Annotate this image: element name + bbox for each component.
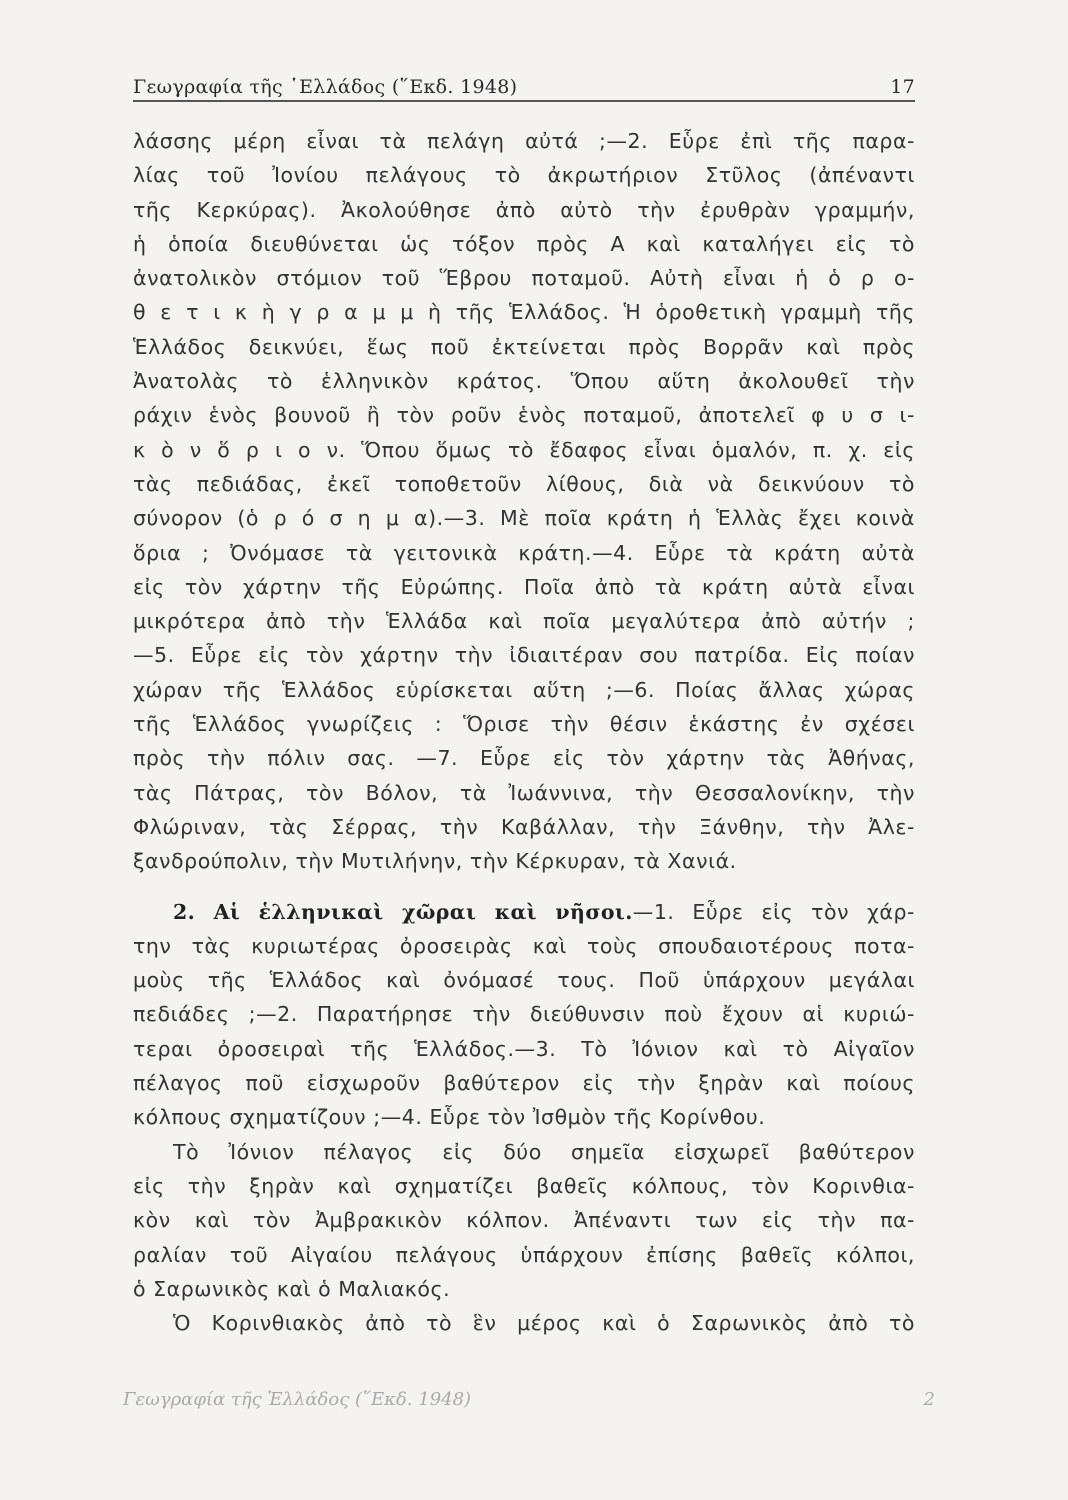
text-line: κ ὸ ν ὅ ρ ι ο ν. Ὅπου ὅμως τὸ ἔδαφος εἶναι ὁμαλόν, π. χ. εἰς [133,437,915,462]
header-rule [133,100,915,102]
text-line: την τὰς κυριωτέρας ὀροσειρὰς καὶ τοὺς σπουδαιοτέρους ποτα- [133,933,915,958]
text-line: ὁ Σαρωνικὸς καὶ ὁ Μαλιακός. [133,1276,451,1301]
text-line: ἀνατολικὸν στόμιον τοῦ Ἕβρου ποταμοῦ. Αὐτὴ εἶναι ἡ ὁ ρ ο- [133,266,915,291]
text-line: τῆς Ἑλλάδος γνωρίζεις : Ὅρισε τὴν θέσιν ἑκάστης ἐν σχέσει [133,712,915,737]
section-heading-line [133,895,915,929]
text-line: Φλώριναν, τὰς Σέρρας, τὴν Καβάλλαν, τὴν Ξάνθην, τὴν Ἀλε- [133,814,915,839]
text-line: Ὁ Κορινθιακὸς ἀπὸ τὸ ἓν μέρος καὶ ὁ Σαρωνικὸς ἀπὸ τὸ [173,1311,915,1336]
section-first-line-rest: —1. Εὗρε εἰς τὸν χάρ- [632,899,915,924]
running-title: Γεωγραφία τῆς ῾Ελλάδος (῞Εκδ. 1948) [133,76,518,98]
text-line: ραλίαν τοῦ Αἰγαίου πελάγους ὑπάρχουν ἐπίσης βαθεῖς κόλποι, [133,1242,915,1267]
text-line: ὅρια ; Ὀνόμασε τὰ γειτονικὰ κράτη.—4. Εὗρε τὰ κράτη αὐτὰ [133,540,915,565]
text-line: ξανδρούπολιν, τὴν Μυτιλήνην, τὴν Κέρκυραν, τὰ Χανιά. [133,849,737,874]
text-line: Τὸ Ἰόνιον πέλαγος εἰς δύο σημεῖα εἰσχωρεῖ βαθύτερον [173,1139,915,1164]
text-line: πέλαγος ποῦ εἰσχωροῦν βαθύτερον εἰς τὴν ξηρὰν καὶ ποίους [133,1071,915,1096]
text-line: τῆς Κερκύρας). Ἀκολούθησε ἀπὸ αὐτὸ τὴν ἐρυθρὰν γραμμήν, [133,197,915,222]
printer-footer [123,1380,935,1410]
text-line: Ἀνατολὰς τὸ ἑλληνικὸν κράτος. Ὅπου αὕτη ἀκολουθεῖ τὴν [133,369,915,394]
text-line: εἰς τὸν χάρτην τῆς Εὐρώπης. Ποῖα ἀπὸ τὰ κράτη αὐτὰ εἶναι [133,574,915,599]
text-line: σύνορον (ὁ ρ ό σ η μ α).—3. Μὲ ποῖα κράτη ἡ Ἑλλὰς ἔχει κοινὰ [133,506,915,531]
text-line: λίας τοῦ Ἰονίου πελάγους τὸ ἀκρωτήριον Στῦλος (ἀπέναντι [133,163,915,188]
text-line: ράχιν ἑνὸς βουνοῦ ἢ τὸν ροῦν ἑνὸς ποταμοῦ, ἀποτελεῖ φ υ σ ι- [133,403,915,428]
text-line: τεραι ὀροσειραὶ τῆς Ἑλλάδος.—3. Τὸ Ἰόνιον καὶ τὸ Αἰγαῖον [133,1036,915,1061]
text-line: εἰς τὴν ξηρὰν καὶ σχηματίζει βαθεῖς κόλπους, τὸν Κορινθια- [133,1173,915,1198]
page-number: 17 [890,76,915,98]
text-line: πρὸς τὴν πόλιν σας. —7. Εὗρε εἰς τὸν χάρτην τὰς Ἀθήνας, [133,746,915,771]
text-line: μικρότερα ἀπὸ τὴν Ἑλλάδα καὶ ποῖα μεγαλύτερα ἀπὸ αὐτήν ; [133,609,915,634]
text-line: ἡ ὁποία διευθύνεται ὡς τόξον πρὸς Α καὶ καταλήγει εἰς τὸ [133,231,915,256]
section-title: 2. Αἱ ἑλληνικαὶ χῶραι καὶ νῆσοι. [173,899,633,924]
text-line: κόλπους σχηματίζουν ;—4. Εὗρε τὸν Ἰσθμὸν τῆς Κορίνθου. [133,1105,766,1130]
paragraph-gap [133,879,915,895]
text-line: Ἑλλάδος δεικνύει, ἕως ποῦ ἐκτείνεται πρὸς Βορρᾶν καὶ πρὸς [133,334,915,359]
body-text [133,124,915,1340]
text-line: χώραν τῆς Ἑλλάδος εὑρίσκεται αὕτη ;—6. Ποίας ἄλλας χώρας [133,677,915,702]
running-header [133,66,915,98]
text-line: τὰς πεδιάδας, ἐκεῖ τοποθετοῦν λίθους, διὰ νὰ δεικνύουν τὸ [133,471,915,496]
text-line: θ ε τ ι κ ὴ γ ρ α μ μ ὴ τῆς Ἑλλάδος. Ἡ ὁροθετικὴ γραμμὴ τῆς [133,300,915,325]
footer-signature: Γεωγραφία τῆς Ἑλλάδος (῞Εκδ. 1948) [123,1389,472,1410]
text-line: κὸν καὶ τὸν Ἀμβρακικὸν κόλπον. Ἀπέναντι των εἰς τὴν πα- [133,1208,915,1233]
text-line: πεδιάδες ;—2. Παρατήρησε τὴν διεύθυνσιν ποὺ ἔχουν αἱ κυριώ- [133,1002,915,1027]
text-line: λάσσης μέρη εἶναι τὰ πελάγη αὐτά ;—2. Εὗρε ἐπὶ τῆς παρα- [133,129,915,153]
text-line: —5. Εὗρε εἰς τὸν χάρτην τὴν ἰδιαιτέραν σου πατρίδα. Εἰς ποίαν [133,643,915,668]
text-line: τὰς Πάτρας, τὸν Βόλον, τὰ Ἰωάννινα, τὴν Θεσσαλονίκην, τὴν [133,780,915,805]
sheet-number: 2 [923,1389,935,1410]
text-line: μοὺς τῆς Ἑλλάδος καὶ ὀνόμασέ τους. Ποῦ ὑπάρχουν μεγάλαι [133,968,915,993]
